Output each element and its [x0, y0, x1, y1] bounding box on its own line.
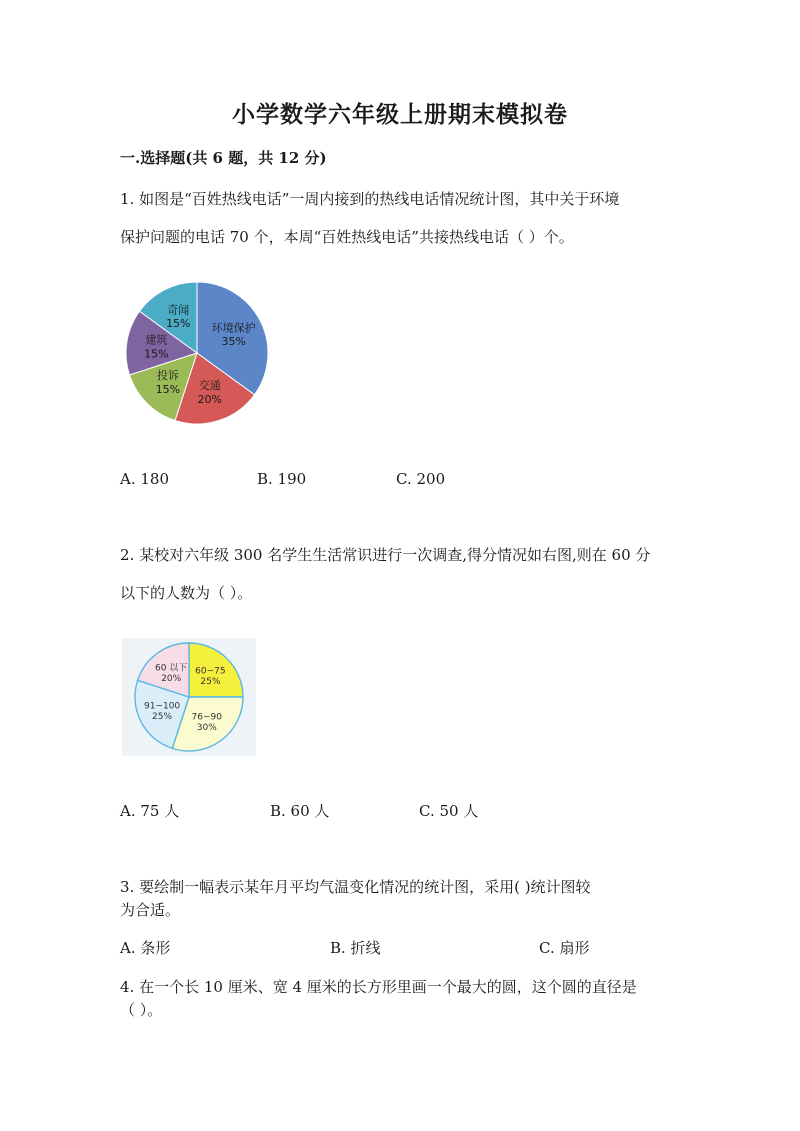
slice-percent: 30%	[196, 722, 217, 733]
slice-percent: 15%	[155, 382, 181, 396]
question-4	[120, 976, 690, 1022]
slice-label: 奇闻	[167, 303, 190, 317]
slice-label: 交通	[198, 379, 221, 393]
q2-option-c: C. 50 人	[419, 802, 479, 820]
slice-percent: 35%	[221, 335, 246, 349]
question-1	[120, 180, 690, 256]
question-3-line-2: 为合适。	[120, 901, 181, 919]
pie-chart-hotline	[120, 276, 280, 436]
q3-option-c: C. 扇形	[539, 939, 590, 957]
slice-label: 建筑	[145, 333, 168, 347]
q1-option-a: A. 180	[120, 470, 169, 488]
slice-label: 91~100	[143, 701, 181, 712]
slice-percent: 20%	[161, 673, 182, 684]
question-2-line-1: 2. 某校对六年级 300 名学生生活常识进行一次调查,得分情况如右图,则在 60 分	[120, 546, 651, 564]
q1-option-c: C. 200	[396, 470, 446, 488]
slice-percent: 20%	[197, 392, 222, 406]
page-title: 小学数学六年级上册期末模拟卷	[232, 101, 568, 128]
q3-option-a: A. 条形	[120, 939, 171, 957]
question-4-line-1: 4. 在一个长 10 厘米、宽 4 厘米的长方形里画一个最大的圆，这个圆的直径是	[120, 978, 637, 996]
question-1-line-2: 保护问题的电话 70 个，本周“百姓热线电话”共接热线电话（ ）个。	[120, 228, 574, 246]
question-2-line-2: 以下的人数为（ ）。	[120, 584, 253, 602]
question-1-line-1: 1. 如图是“百姓热线电话”一周内接到的热线电话情况统计图，其中关于环境	[120, 190, 620, 208]
slice-percent: 15%	[144, 347, 169, 361]
question-3	[120, 876, 690, 922]
slice-label: 60~75	[195, 666, 226, 677]
slice-percent: 15%	[166, 317, 191, 331]
section-heading: 一.选择题(共 6 题，共 12 分)	[120, 149, 327, 167]
slice-label: 76~90	[191, 712, 223, 723]
question-3-line-1: 3. 要绘制一幅表示某年月平均气温变化情况的统计图，采用( )统计图较	[120, 878, 591, 896]
slice-percent: 25%	[200, 676, 221, 687]
slice-label: 60 以下	[155, 663, 188, 674]
pie-chart-scores	[122, 638, 256, 756]
question-4-line-2: （ ）。	[120, 1001, 163, 1019]
slice-percent: 25%	[152, 712, 173, 723]
question-2	[120, 536, 690, 612]
q1-option-b: B. 190	[257, 470, 307, 488]
slice-label: 环境保护	[211, 321, 256, 335]
q3-option-b: B. 折线	[330, 939, 381, 957]
q2-option-a: A. 75 人	[120, 802, 180, 820]
slice-label: 投诉	[156, 369, 179, 383]
q2-option-b: B. 60 人	[270, 802, 330, 820]
